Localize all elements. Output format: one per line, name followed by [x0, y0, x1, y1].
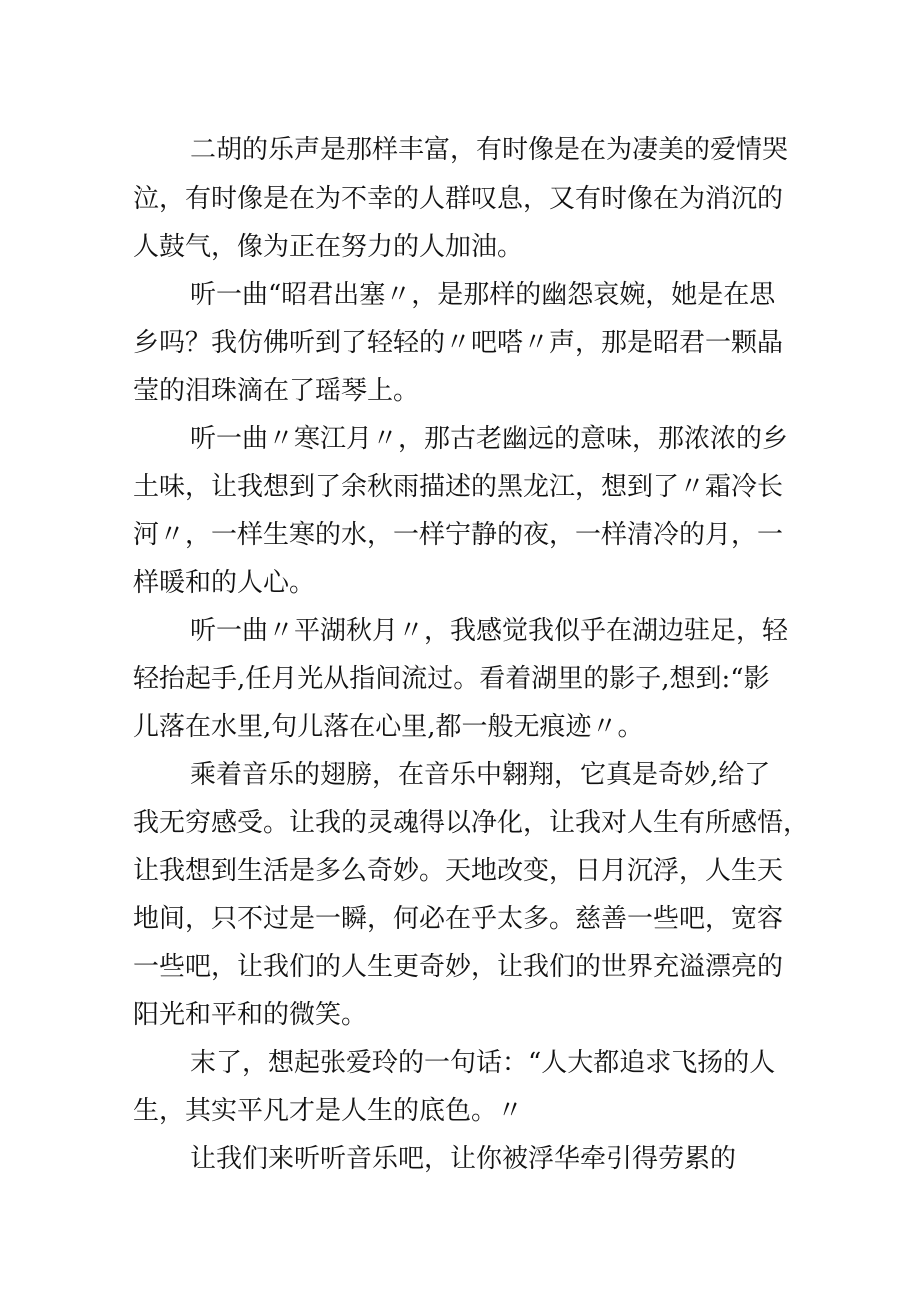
text-line: 莹的泪珠滴在了瑶琴上。	[133, 376, 420, 406]
text-line: 河〃，一样生寒的水，一样宁静的夜，一样清冷的月，一	[133, 520, 784, 550]
text-line: 轻抬起手,任月光从指间流过。看着湖里的影子,想到:“影	[133, 664, 770, 694]
text-line: 生，其实平凡才是人生的底色。〃	[133, 1096, 524, 1126]
text-line: 一些吧，让我们的人生更奇妙，让我们的世界充溢漂亮的	[133, 952, 784, 982]
text-line: 二胡的乐声是那样丰富，有时像是在为凄美的爱情哭	[190, 135, 789, 165]
text-line: 泣，有时像是在为不幸的人群叹息，又有时像在为消沉的	[133, 184, 784, 214]
text-line: 儿落在水里,句儿落在心里,都一般无痕迹〃。	[133, 712, 644, 742]
text-line: 我无穷感受。让我的灵魂得以净化，让我对人生有所感悟，	[133, 808, 810, 838]
text-line: 阳光和平和的微笑。	[133, 1000, 368, 1030]
text-line: 乡吗？我仿佛听到了轻轻的〃吧嗒〃声，那是昭君一颗晶	[133, 328, 784, 358]
text-line: 听一曲〃寒江月〃，那古老幽远的意味，那浓浓的乡	[190, 424, 789, 454]
text-line: 末了，想起张爱玲的一句话：“人大都追求飞扬的人	[190, 1048, 776, 1078]
text-line: 样暖和的人心。	[133, 568, 316, 598]
text-line: 让我们来听听音乐吧，让你被浮华牵引得劳累的	[190, 1144, 737, 1174]
text-line: 听一曲〃平湖秋月〃，我感觉我似乎在湖边驻足，轻	[190, 616, 789, 646]
text-line: 让我想到生活是多么奇妙。天地改变，日月沉浮，人生天	[133, 856, 784, 886]
text-line: 地间，只不过是一瞬，何必在乎太多。慈善一些吧，宽容	[133, 904, 784, 934]
text-line: 乘着音乐的翅膀，在音乐中翱翔，它真是奇妙,给了	[190, 760, 771, 790]
text-line: 人鼓气，像为正在努力的人加油。	[133, 232, 524, 262]
text-line: 听一曲“昭君出塞〃，是那样的幽怨哀婉，她是在思	[190, 280, 776, 310]
text-line: 土味，让我想到了余秋雨描述的黑龙江，想到了〃霜冷长	[133, 472, 784, 502]
